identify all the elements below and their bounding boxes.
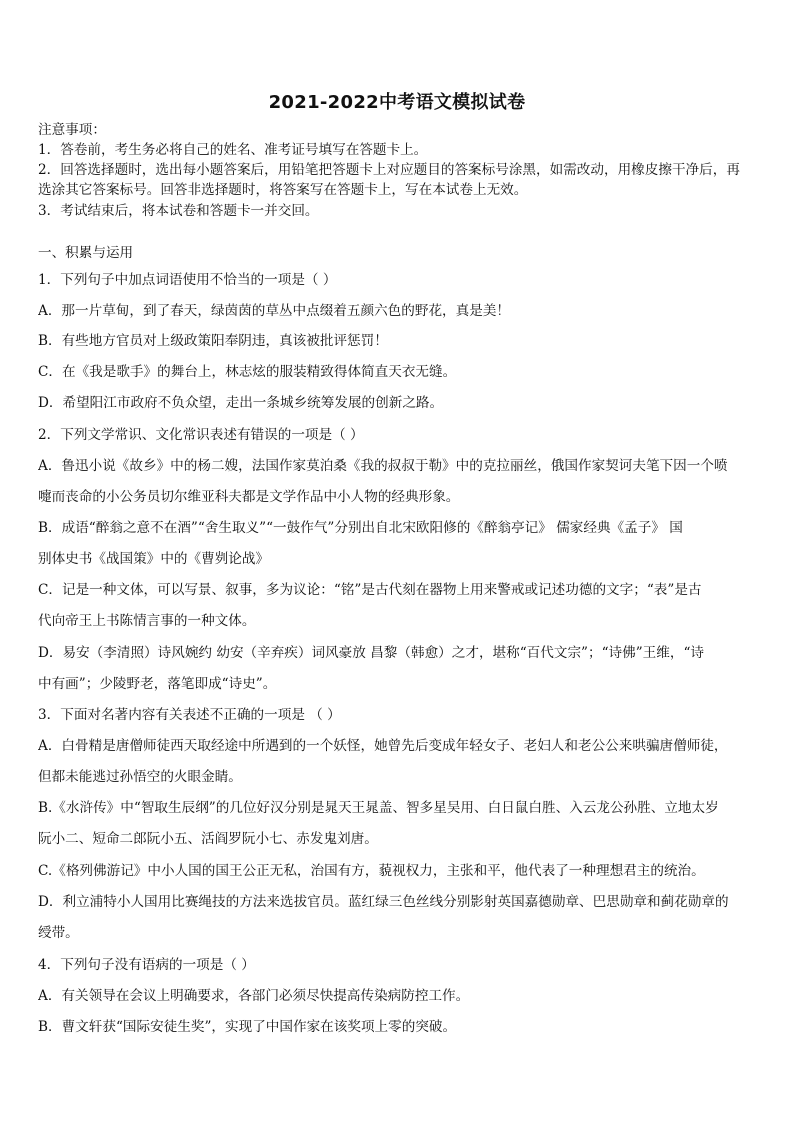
question-2-line: D．易安（李清照）诗风婉约 幼安（辛弃疾）词风豪放 昌黎（韩愈）之才，堪称“百代文宗”；“诗佛”王维，“诗 (38, 645, 705, 661)
question-3-line: B.《水浒传》中“智取生辰纲”的几位好汉分别是晁天王晁盖、智多星吴用、白日鼠白胜、入云龙公孙胜、立地太岁 (38, 800, 719, 816)
question-2-line: C．记是一种文体，可以写景、叙事，多为议论：“铭”是古代刻在器物上用来警戒或记述功德的文字；“表”是古 (38, 582, 702, 598)
notice-item: 3．考试结束后，将本试卷和答题卡一并交回。 (38, 203, 319, 219)
question-2-line: 嚏而丧命的小公务员切尔维亚科夫都是文学作品中小人物的经典形象。 (38, 489, 460, 505)
question-3-line: D．利立浦特小人国用比赛绳技的方法来选拔官员。蓝红绿三色丝线分别影射英国嘉德勋章、巴思勋章和蓟花勋章的 (38, 894, 729, 910)
question-1-option-b: B．有些地方官员对上级政策阳奉阴违，真该被批评惩罚！ (38, 333, 388, 349)
question-3-line: A．白骨精是唐僧师徒西天取经途中所遇到的一个妖怪，她曾先后变成年轻女子、老妇人和老公公来哄骗唐僧师徒， (38, 738, 728, 754)
notice-item: 选涂其它答案标号。回答非选择题时，将答案写在答题卡上，写在本试卷上无效。 (38, 182, 528, 198)
question-3-line: 绶带。 (38, 925, 79, 941)
question-3-stem: 3．下面对名著内容有关表述不正确的一项是 （ ） (38, 707, 341, 723)
notice-item: 2．回答选择题时，选出每小题答案后，用铅笔把答题卡上对应题目的答案标号涂黑，如需改动，用橡皮擦干净后，再 (38, 162, 740, 178)
question-1-option-a: A．那一片草甸，到了春天，绿茵茵的草丛中点缀着五颜六色的野花，真是美！ (38, 303, 511, 319)
question-2-line: 代向帝王上书陈情言事的一种文体。 (38, 613, 256, 629)
section-heading: 一、积累与运用 (38, 245, 134, 261)
question-3-line: 但都未能逃过孙悟空的火眼金睛。 (38, 769, 242, 785)
question-2-stem: 2．下列文学常识、文化常识表述有错误的一项是（ ） (38, 427, 364, 443)
question-2-line: A．鲁迅小说《故乡》中的杨二嫂，法国作家莫泊桑《我的叔叔于勒》中的克拉丽丝，俄国作家契诃夫笔下因一个喷 (38, 458, 728, 474)
question-3-line: 阮小二、短命二郎阮小五、活阎罗阮小七、赤发鬼刘唐。 (38, 831, 378, 847)
question-4-stem: 4．下列句子没有语病的一项是（ ） (38, 957, 255, 973)
question-2-line: B．成语“醉翁之意不在酒”“舍生取义”“一鼓作气”分别出自北宋欧阳修的《醉翁亭记》 儒家经典《孟子》 国 (38, 520, 683, 536)
question-3-line: C.《格列佛游记》中小人国的国王公正无私，治国有方，藐视权力，主张和平，他代表了一种理想君主的统治。 (38, 863, 705, 879)
question-2-line: 别体史书《战国策》中的《曹刿论战》 (38, 551, 270, 567)
question-4-option-a: A．有关领导在会议上明确要求，各部门必须尽快提高传染病防控工作。 (38, 988, 470, 1004)
notice-heading: 注意事项： (38, 122, 106, 138)
exam-title: 2021-2022中考语文模拟试卷 (268, 92, 526, 113)
question-4-option-b: B．曹文轩获“国际安徒生奖”，实现了中国作家在该奖项上零的突破。 (38, 1019, 457, 1035)
question-1-option-d: D．希望阳江市政府不负众望，走出一条城乡统筹发展的创新之路。 (38, 395, 444, 411)
notice-item: 1．答卷前，考生务必将自己的姓名、准考证号填写在答题卡上。 (38, 142, 428, 158)
question-2-line: 中有画”；少陵野老，落笔即成“诗史”。 (38, 676, 277, 692)
question-1-option-c: C．在《我是歌手》的舞台上，林志炫的服装精致得体简直天衣无缝。 (38, 364, 457, 380)
question-1-stem: 1．下列句子中加点词语使用不恰当的一项是（ ） (38, 272, 337, 288)
